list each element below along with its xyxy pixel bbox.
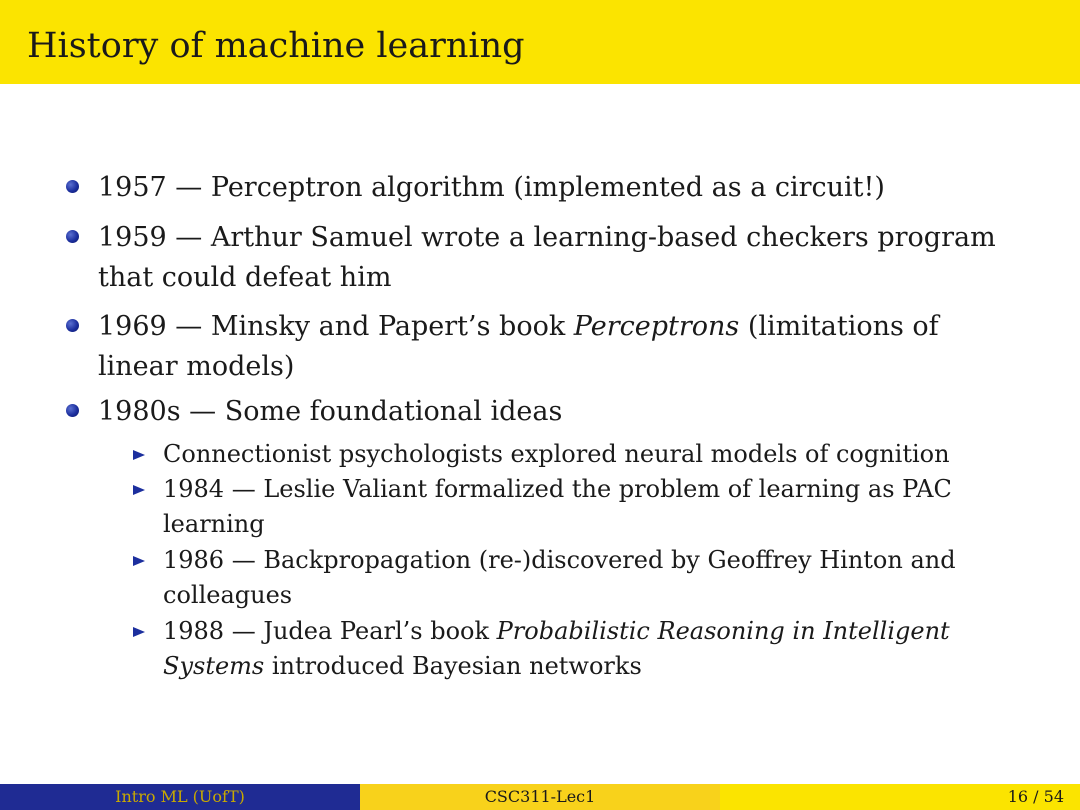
footer-bar — [0, 784, 1080, 810]
bullet-icon — [66, 230, 79, 243]
bullet-text: 1980s — Some foundational ideas — [98, 396, 563, 427]
bullet-icon — [66, 180, 79, 193]
text-segment: 1969 — Minsky and Papert’s book — [98, 311, 574, 342]
subbullet-text-line2: learning — [163, 510, 265, 538]
bullet-item-1969 — [98, 307, 1038, 387]
text-segment: (limitations of — [739, 311, 939, 342]
bullet-text-line2: linear models) — [98, 351, 295, 382]
bullet-item-1959 — [98, 218, 1038, 298]
triangle-bullet-icon — [133, 627, 145, 637]
book-title: Perceptrons — [573, 311, 740, 342]
book-title: Probabilistic Reasoning in Intelligent — [496, 617, 950, 645]
footer-page-number: 16 / 54 — [720, 784, 1080, 810]
bullet-text: 1957 — Perceptron algorithm (implemented as a circuit!) — [98, 172, 885, 203]
footer-course: CSC311-Lec1 — [360, 784, 720, 810]
subbullet-item-connectionist — [163, 437, 1023, 472]
bullet-text-line1 — [98, 307, 1038, 347]
triangle-bullet-icon — [133, 556, 145, 566]
triangle-bullet-icon — [133, 450, 145, 460]
subbullet-text-line2: colleagues — [163, 581, 293, 609]
subbullet-text-line1: 1984 — Leslie Valiant formalized the problem of learning as PAC — [163, 475, 952, 503]
triangle-bullet-icon — [133, 485, 145, 495]
bullet-text-line2: that could defeat him — [98, 262, 392, 293]
subbullet-text: Connectionist psychologists explored neural models of cognition — [163, 440, 950, 468]
bullet-text-line1: 1959 — Arthur Samuel wrote a learning-based checkers program — [98, 222, 996, 253]
bullet-item-1957 — [98, 168, 1038, 208]
text-segment: 1988 — Judea Pearl’s book — [163, 617, 497, 645]
footer-author: Intro ML (UofT) — [0, 784, 360, 810]
text-segment: introduced Bayesian networks — [264, 652, 642, 680]
subbullet-item-1984 — [163, 472, 1023, 542]
bullet-item-1980s — [98, 392, 1038, 432]
slide-title: History of machine learning — [27, 26, 525, 66]
subbullet-text-line2 — [163, 649, 1023, 684]
subbullet-text-line1 — [163, 614, 1023, 649]
bullet-icon — [66, 319, 79, 332]
subbullet-text-line1: 1986 — Backpropagation (re-)discovered by Geoffrey Hinton and — [163, 546, 956, 574]
subbullet-item-1986 — [163, 543, 1023, 613]
book-title: Systems — [163, 652, 265, 680]
subbullet-item-1988 — [163, 614, 1023, 684]
bullet-icon — [66, 404, 79, 417]
